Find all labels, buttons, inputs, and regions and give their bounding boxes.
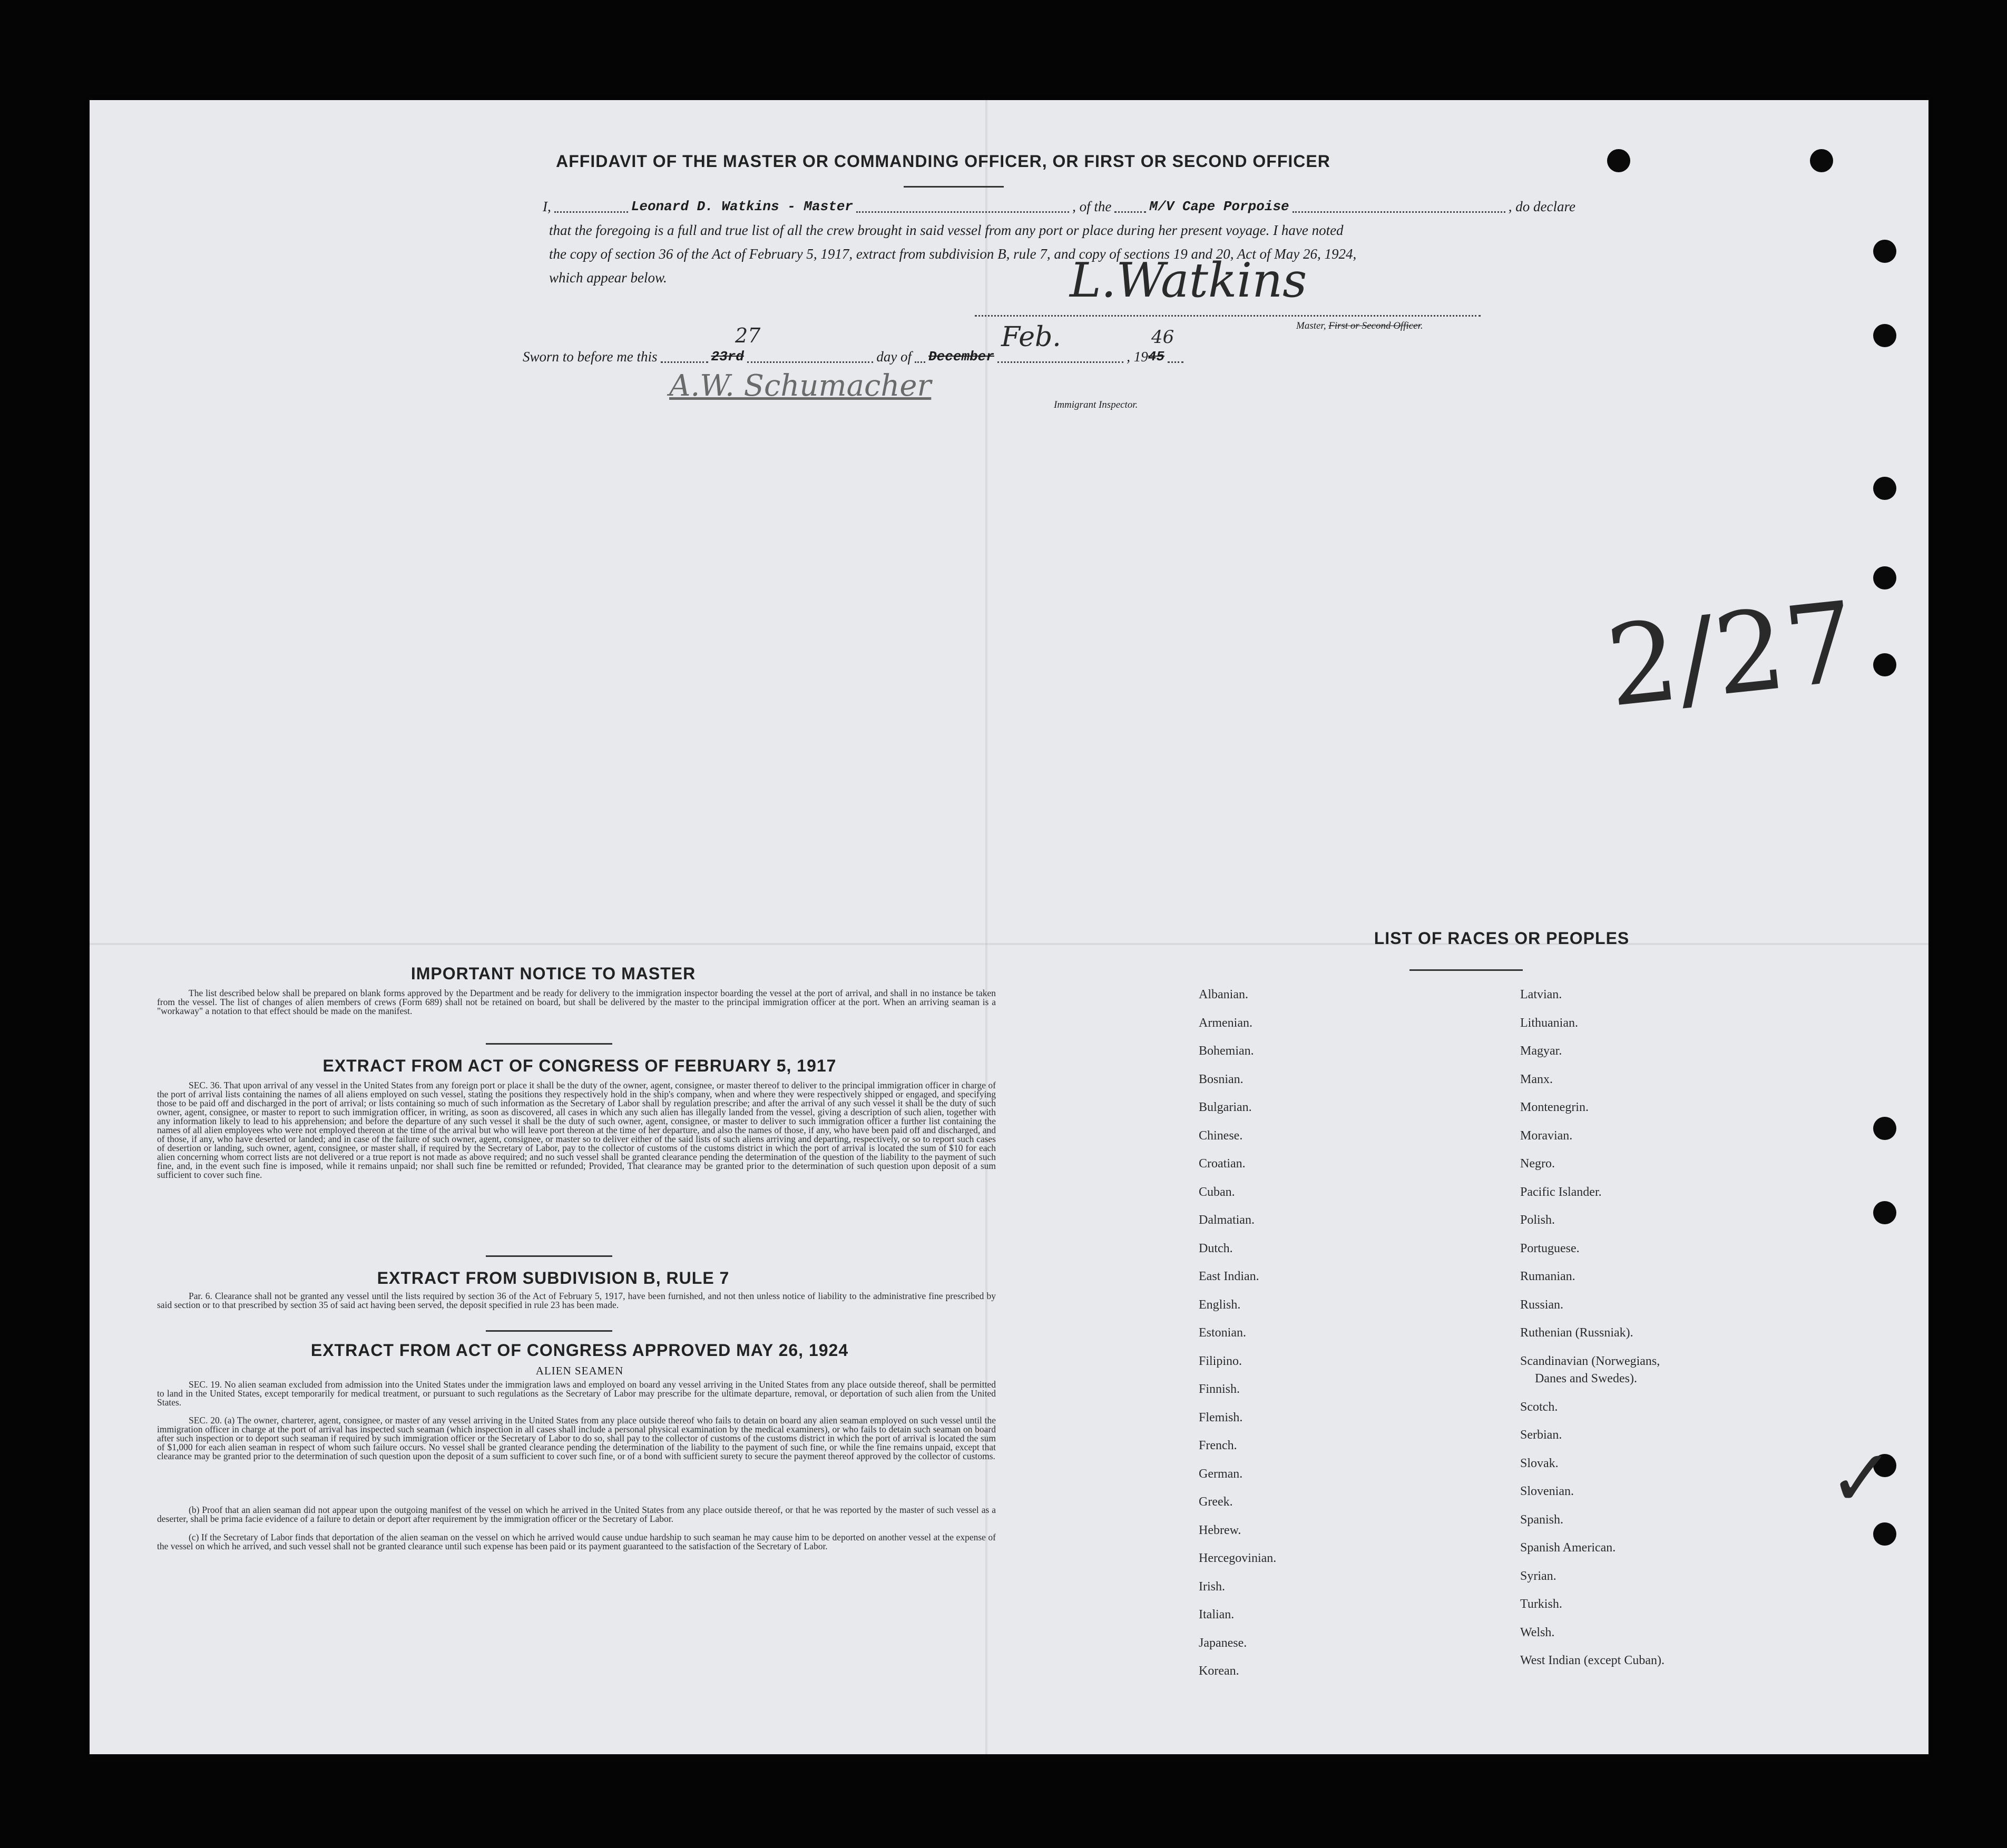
- race-item: Bosnian.: [1199, 1072, 1244, 1086]
- section-rule: [486, 1330, 612, 1332]
- notice-title: IMPORTANT NOTICE TO MASTER: [410, 964, 696, 983]
- punch-hole: [1607, 149, 1630, 172]
- inspector-signature: A.W. Schumacher: [669, 369, 932, 403]
- day-handwritten: 27: [735, 324, 761, 347]
- races-left-column: [1199, 981, 1276, 1686]
- race-item: Hercegovinian.: [1199, 1551, 1277, 1565]
- race-item: Japanese.: [1199, 1636, 1247, 1650]
- race-item: Bohemian.: [1199, 1044, 1254, 1058]
- act1924-sec20c: (c) If the Secretary of Labor finds that deportation of the alien seaman on the vessel on which he arrived would cause undue hardship to such seaman he may cause him to be deported on another vessel at the expense of the vessel on which he arrived, and such vessel shall not be granted clearance until such expense has been paid or its payment guaranteed to the satisfaction of the Secretary of Labor.: [157, 1532, 996, 1551]
- races-right-column: [1520, 981, 1665, 1675]
- race-item: Finnish.: [1199, 1382, 1240, 1396]
- affidavit-body-line-1: that the foregoing is a full and true list of all the crew brought in said vessel from any port or place during her present voyage. I have noted: [549, 222, 1344, 238]
- race-item: Manx.: [1520, 1072, 1553, 1086]
- race-item: Cuban.: [1199, 1185, 1235, 1199]
- month-handwritten: Feb.: [1001, 321, 1061, 353]
- race-item: Polish.: [1520, 1213, 1555, 1227]
- race-item: Lithuanian.: [1520, 1016, 1578, 1030]
- do-declare-label: , do declare: [1508, 199, 1575, 214]
- race-item: West Indian (except Cuban).: [1520, 1654, 1665, 1667]
- punch-hole: [1873, 240, 1896, 263]
- act1924-title: EXTRACT FROM ACT OF CONGRESS APPROVED MAY 26, 1924: [310, 1341, 849, 1360]
- race-item: Russian.: [1520, 1297, 1564, 1312]
- race-item: Scotch.: [1520, 1400, 1558, 1414]
- document-sheet: [90, 100, 1928, 1754]
- master-signature: L.Watkins: [1070, 253, 1307, 308]
- race-item: Armenian.: [1199, 1016, 1252, 1030]
- race-item: Ruthenian (Russniak).: [1520, 1326, 1633, 1340]
- race-item: Spanish American.: [1520, 1541, 1616, 1555]
- punch-hole: [1873, 1201, 1896, 1224]
- section-rule: [486, 1043, 612, 1045]
- punch-hole: [1873, 1117, 1896, 1140]
- race-item: English.: [1199, 1297, 1241, 1312]
- title-rule: [904, 186, 1004, 188]
- sworn-line: [523, 345, 1187, 368]
- races-title-rule: [1409, 969, 1523, 971]
- punch-hole: [1873, 324, 1896, 347]
- check-mark-handwritten: ✓: [1828, 1433, 1895, 1525]
- signature-dotted-line: [975, 315, 1481, 317]
- year-handwritten: 46: [1151, 327, 1174, 348]
- notice-text: The list described below shall be prepared on blank forms approved by the Department and be ready for delivery to the immigration inspector boarding the vessel at the port of arrival, and shall in no instance be taken from the vessel. The list of changes of alien members of crews (Form 689) shall not be retained on board, but shall be delivered by the master to the principal immigration officer at the port. When an arriving seaman is a "workaway" a notation to that effect should be made on the manifest.: [157, 988, 996, 1016]
- race-item: Italian.: [1199, 1608, 1235, 1621]
- race-item: East Indian.: [1199, 1270, 1259, 1283]
- race-item: Latvian.: [1520, 988, 1562, 1001]
- declarant-prefix: I,: [543, 199, 551, 214]
- act1917-text: SEC. 36. That upon arrival of any vessel in the United States from any foreign port or place it shall be the duty of the owner, agent, consignee, or master thereof to deliver to the principal immigration officer in charge of the port of arrival lists containing the names of all aliens employed on such vessel, stating the positions they respectively hold in the ship's company, when and where they were respectively shipped or engaged, and specifying those to be paid off and discharged in the port of arrival; or lists containing so much of such information as the Secretary of Labor shall by regulation prescribe; and after the arrival of any such vessel it shall be the duty of such owner, agent, consignee, or master to report to such immigration officer, in writing, as soon as discovered, all cases in which any such alien has illegally landed from the vessel, giving a description of such alien, together with any information likely to lead to his apprehension; and before the departure of any such vessel it shall be the duty of such owner, agent, consignee, or master to deliver to such immigration officer a further list containing the names of all alien employees who were not employed thereon at the time of the arrival but who will leave port thereon at the time of her departure, and also the names of those, if any, who have been paid off and discharged, and of those, if any, who have deserted or landed; and in case of the failure of such owner, agent, consignee, or master so to deliver either of the said lists of such aliens arriving and departing, respectively, or so to report such cases of desertion or landing, such owner, agent, consignee, or master shall, if required by the Secretary of Labor, pay to the collector of customs of the customs district in which the port of arrival is located the sum of $10 for each alien concerning whom correct lists are not delivered or a true report is not made as above required; and no such vessel shall be granted clearance pending the determination of the question of the liability to the payment of such fine, and, in the event such fine is imposed, while it remains unpaid; nor shall such fine be remitted or refunded; Provided, That clearance may be granted prior to the determination of such question upon deposit of a sum sufficient to cover such fine.: [157, 1080, 996, 1180]
- race-item: Korean.: [1199, 1664, 1239, 1678]
- act1924-subtitle: ALIEN SEAMEN: [535, 1364, 624, 1377]
- master-label: Master, First or Second Officer.: [1296, 320, 1423, 331]
- affidavit-body-line-3: which appear below.: [549, 270, 667, 286]
- race-item: Spanish.: [1520, 1512, 1564, 1527]
- punch-hole: [1873, 477, 1896, 500]
- race-item: Magyar.: [1520, 1044, 1562, 1058]
- race-item: Dalmatian.: [1199, 1213, 1255, 1227]
- rule7-text: Par. 6. Clearance shall not be granted any vessel until the lists required by section 36 of the Act of February 5, 1917, have been furnished, and not then unless notice of liability to the administrative fine prescribed by said section or to that prescribed by section 35 of said act having been served, the deposit specified in rule 23 has been made.: [157, 1291, 996, 1310]
- vessel-name: M/V Cape Porpoise: [1149, 199, 1289, 214]
- race-item: Hebrew.: [1199, 1523, 1241, 1537]
- affidavit-body-line-2: the copy of section 36 of the Act of February 5, 1917, extract from subdivision B, rule 7, and copy of sections 19 and 20, Act of May 26, 1924,: [549, 246, 1357, 262]
- affidavit-title: AFFIDAVIT OF THE MASTER OR COMMANDING OFFICER, OR FIRST OR SECOND OFFICER: [556, 152, 1330, 171]
- punch-hole: [1873, 1522, 1896, 1546]
- act1924-sec20b: (b) Proof that an alien seaman did not appear upon the outgoing manifest of the vessel on which he arrived in the United States from any place outside thereof, or that he was reported by the master of such vessel as a deserter, shall be prima facie evidence of a failure to detain or deport after requirement by the immigration officer or the Secretary of Labor.: [157, 1505, 996, 1524]
- section-rule: [486, 1255, 612, 1257]
- race-item: Portuguese.: [1520, 1241, 1580, 1255]
- year-typed: 45: [1148, 349, 1164, 365]
- month-typed: December: [928, 349, 994, 365]
- act1924-sec19: SEC. 19. No alien seaman excluded from admission into the United States under the immigration laws and employed on board any vessel arriving in the United States from any place outside thereof, shall be permitted to land in the United States, except temporarily for medical treatment, or pursuant to such regulations as the Secretary of Labor may prescribe for the ultimate departure, removal, or deportation of such alien from the United States.: [157, 1379, 996, 1408]
- race-item: Filipino.: [1199, 1354, 1242, 1368]
- race-item: Negro.: [1520, 1157, 1555, 1171]
- race-item: Irish.: [1199, 1579, 1225, 1594]
- year-prefix: , 19: [1127, 349, 1148, 365]
- race-item: Slovenian.: [1520, 1485, 1574, 1498]
- act1917-title: EXTRACT FROM ACT OF CONGRESS OF FEBRUARY 5, 1917: [322, 1056, 837, 1075]
- of-the-label: , of the: [1072, 199, 1112, 214]
- race-item: Turkish.: [1520, 1597, 1562, 1611]
- race-item: Danes and Swedes).: [1535, 1372, 1637, 1385]
- page-number-handwritten: 2/27: [1601, 577, 1862, 732]
- race-item: Slovak.: [1520, 1456, 1559, 1470]
- punch-hole: [1873, 653, 1896, 676]
- race-item: Serbian.: [1520, 1428, 1562, 1442]
- rule7-title: EXTRACT FROM SUBDIVISION B, RULE 7: [377, 1269, 730, 1287]
- sworn-prefix: Sworn to before me this: [523, 349, 658, 365]
- race-item: Chinese.: [1199, 1128, 1243, 1143]
- race-item: Welsh.: [1520, 1625, 1555, 1639]
- punch-hole: [1873, 566, 1896, 589]
- races-title: LIST OF RACES OR PEOPLES: [1374, 929, 1630, 948]
- day-of-label: day of: [876, 349, 912, 365]
- inspector-label: Immigrant Inspector.: [1054, 399, 1138, 410]
- race-item: Greek.: [1199, 1495, 1233, 1509]
- race-item: Scandinavian (Norwegians,: [1520, 1354, 1660, 1368]
- race-item: German.: [1199, 1467, 1243, 1481]
- race-item: French.: [1199, 1439, 1237, 1452]
- race-item: Moravian.: [1520, 1128, 1573, 1143]
- race-item: Pacific Islander.: [1520, 1185, 1602, 1199]
- declarant-name: Leonard D. Watkins - Master: [631, 199, 854, 214]
- race-item: Rumanian.: [1520, 1270, 1575, 1283]
- race-item: Bulgarian.: [1199, 1100, 1252, 1114]
- race-item: Flemish.: [1199, 1410, 1243, 1424]
- race-item: Croatian.: [1199, 1157, 1246, 1171]
- race-item: Montenegrin.: [1520, 1100, 1589, 1114]
- race-item: Syrian.: [1520, 1569, 1556, 1583]
- race-item: Estonian.: [1199, 1326, 1246, 1340]
- act1924-sec20a: SEC. 20. (a) The owner, charterer, agent, consignee, or master of any vessel arriving in the United States from any place outside thereof who fails to detain on board any alien seaman employed on such vessel until the immigration officer in charge at the port of arrival has inspected such seaman (which inspection in all cases shall include a personal physical examination by the medical examiners), or who fails to detain such seaman on board after such inspection or to deport such seaman if required by such immigration officer or the Secretary of Labor to do so, shall pay to the collector of customs of the customs district in which the port of arrival is located the sum of $1,000 for each alien seaman in respect of whom such failure occurs. No vessel shall be granted clearance pending the determination of the liability to the payment of such fine, or while the fine remains unpaid, except that clearance may be granted prior to the determination of such question upon the deposit of a sum sufficient to cover such fine, or of a bond with sufficient surety to secure the payment thereof approved by the collector of customs.: [157, 1415, 996, 1461]
- day-typed: 23rd: [711, 349, 744, 365]
- punch-hole: [1810, 149, 1833, 172]
- race-item: Dutch.: [1199, 1241, 1233, 1255]
- race-item: Albanian.: [1199, 988, 1248, 1001]
- declarant-line: [543, 195, 1575, 218]
